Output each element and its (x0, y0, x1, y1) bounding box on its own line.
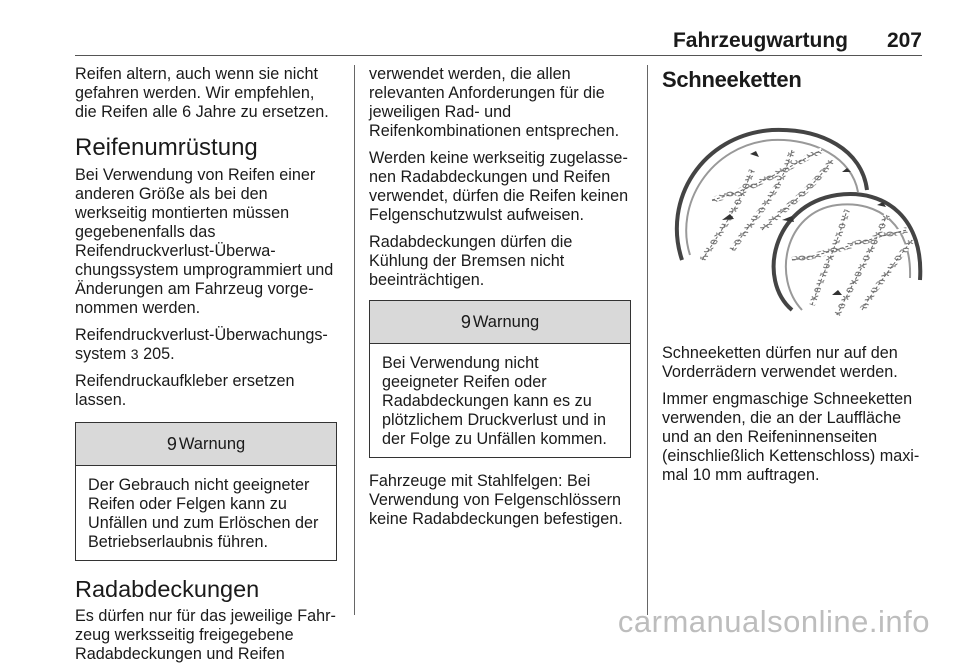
brake-cooling-paragraph: Radabdeckungen dürfen die Kühlung der Bremsen nicht beeinträchtigen. (369, 233, 573, 289)
section-heading-schneeketten: Schneeketten (662, 67, 802, 92)
warning-text: Bei Verwendung nicht geeigneter Reifen oder Radabdeckungen kann es zu plötzlichem Druckverlust und in der Folge zu Unfällen kommen. (382, 354, 607, 448)
pressure-system-reference (75, 326, 337, 364)
column-3 (662, 60, 926, 493)
front-wheels-paragraph: Schneeketten dürfen nur auf den Vorderrädern verwendet werden. (662, 344, 898, 381)
column-divider-1 (354, 65, 355, 615)
warning-header (370, 301, 630, 344)
warning-body (370, 344, 630, 457)
page-reference-icon[interactable]: 3 (130, 346, 139, 362)
warning-box-wheel-covers (369, 300, 631, 458)
fine-mesh-chains-paragraph: Immer engmaschige Schneeketten verwenden, die an der Lauffläche und an den Reifeninnenseiten (einschließlich Kettenschloss) maximal 10 mm auftragen. (662, 390, 920, 484)
column-1 (75, 65, 337, 672)
watermark: carmanualsonline.info (617, 604, 930, 639)
section-heading-radabdeckungen: Radabdeckungen (75, 576, 260, 602)
page-header-title: Fahrzeugwartung (672, 29, 848, 52)
snow-chains-illustration (662, 110, 926, 325)
wheel-cover-continuation: verwendet werden, die allen relevanten Anforderungen für die jeweiligen Rad- und Reifenkombinationen entsprechen. (369, 65, 620, 140)
page-number: 207 (886, 29, 922, 52)
warning-triangle-icon: 9 (460, 311, 471, 332)
tire-change-paragraph: Bei Verwendung von Reifen einer anderen Größe als bei den werkseitig montierten müssen gegebenenfalls das Reifendruckverlust-Überwachungssystem umprogrammiert und Änderungen am Fahrzeug vorgenommen werden. (75, 166, 334, 317)
warning-body (76, 466, 336, 560)
warning-box-tires (75, 422, 337, 561)
section-heading-reifenumruestung: Reifenumrüstung (75, 134, 258, 161)
column-2 (369, 65, 631, 537)
warning-text: Der Gebrauch nicht geeigneter Reifen oder Felgen kann zu Unfällen und zum Erlöschen der Betriebserlaubnis führen. (88, 476, 319, 551)
page-reference-number[interactable]: 205. (143, 345, 175, 363)
reference-text: Reifendruckverlust-Überwachungssystem (75, 326, 328, 363)
warning-title: Warnung (472, 312, 540, 331)
warning-header (76, 423, 336, 466)
non-approved-covers-paragraph: Werden keine werkseitig zugelassenen Radabdeckungen und Reifen verwendet, dürfen die Reifen keinen Felgenschutzwulst aufweisen. (369, 149, 629, 224)
header-rule (75, 55, 922, 56)
sticker-paragraph: Reifendruckaufkleber ersetzen lassen. (75, 372, 295, 409)
warning-title: Warnung (178, 434, 246, 453)
warning-triangle-icon: 9 (166, 433, 177, 454)
intro-paragraph: Reifen altern, auch wenn sie nicht gefahren werden. Wir empfehlen, die Reifen alle 6 Jahre zu ersetzen. (75, 65, 329, 121)
steel-rims-paragraph: Fahrzeuge mit Stahlfelgen: Bei Verwendung von Felgenschlössern keine Radabdeckungen befestigen. (369, 472, 623, 528)
wheel-cover-paragraph: Es dürfen nur für das jeweilige Fahrzeug werksseitig freigegebene Radabdeckungen und Reifen (75, 607, 336, 663)
column-divider-2 (647, 65, 648, 615)
